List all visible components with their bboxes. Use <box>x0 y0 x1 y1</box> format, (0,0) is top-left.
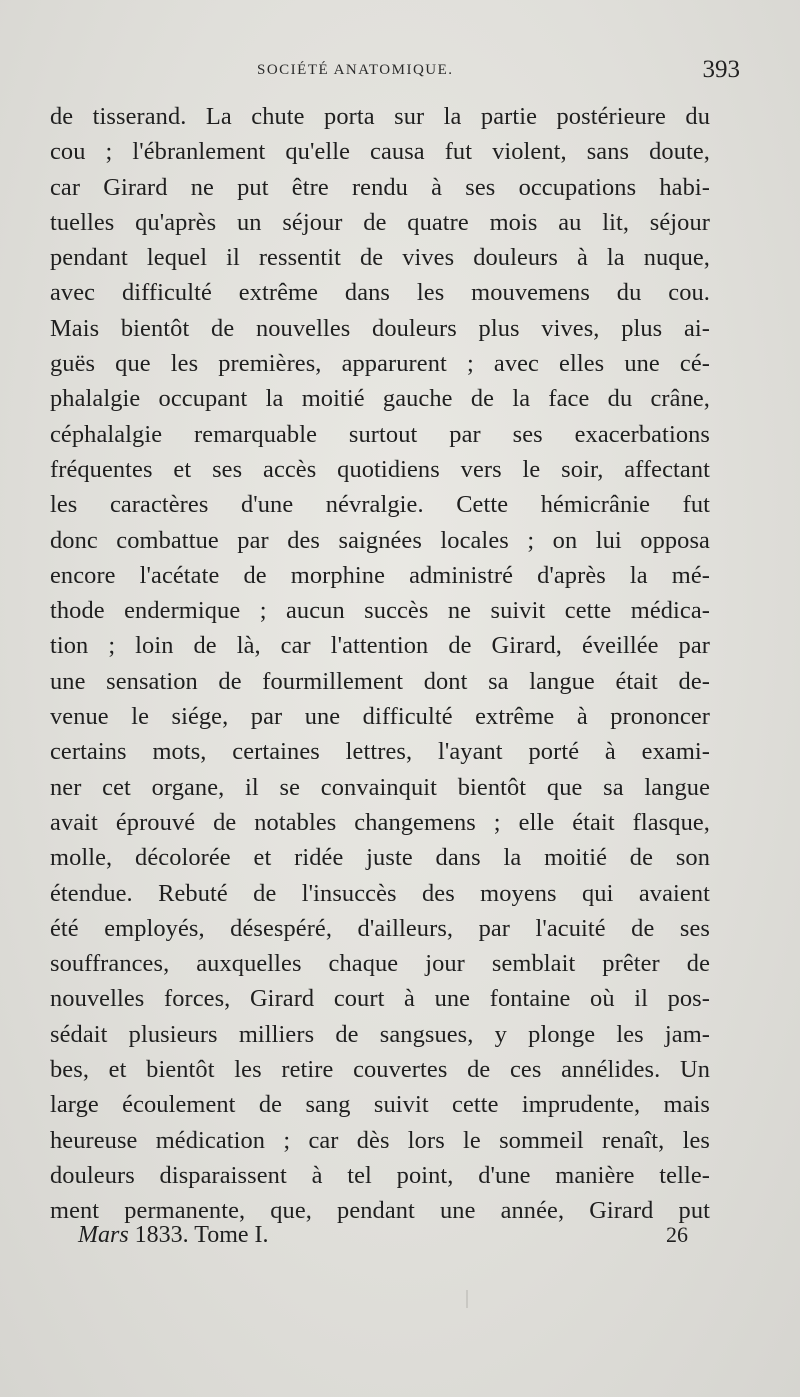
text-line: ner cet organe, il se convainquit bientôt que sa langue <box>50 773 710 801</box>
text-line: tion ; loin de là, car l'attention de Girard, éveillée par <box>50 632 710 660</box>
text-line: tuelles qu'après un séjour de quatre mois au lit, séjour <box>50 208 710 236</box>
text-line: céphalalgie remarquable surtout par ses exacerbations <box>50 420 710 448</box>
text-line: donc combattue par des saignées locales ; on lui opposa <box>50 526 710 554</box>
volume-year-tome: 1833. Tome I. <box>128 1222 269 1248</box>
text-line: heureuse médication ; car dès lors le sommeil renaît, les <box>50 1126 710 1154</box>
text-line: souffrances, auxquelles chaque jour semblait prêter de <box>50 950 710 978</box>
text-line: bes, et bientôt les retire couvertes de ces annélides. Un <box>50 1056 710 1084</box>
text-line: Mais bientôt de nouvelles douleurs plus vives, plus ai- <box>50 314 710 342</box>
text-line: une sensation de fourmillement dont sa langue était de- <box>50 667 710 695</box>
printer-signature-line <box>78 1222 688 1254</box>
text-line: étendue. Rebuté de l'insuccès des moyens qui avaient <box>50 879 710 907</box>
text-line: car Girard ne put être rendu à ses occupations habi- <box>50 173 710 201</box>
running-title: SOCIÉTÉ ANATOMIQUE. <box>257 62 454 78</box>
gathering-signature: 26 <box>666 1222 688 1247</box>
text-line: sédait plusieurs milliers de sangsues, y plonge les jam- <box>50 1020 710 1048</box>
text-line: nouvelles forces, Girard court à une fontaine où il pos- <box>50 985 710 1013</box>
text-line: été employés, désespéré, d'ailleurs, par l'acuité de ses <box>50 914 710 942</box>
text-line: de tisserand. La chute porta sur la partie postérieure du <box>50 103 710 130</box>
text-line: douleurs disparaissent à tel point, d'une manière telle- <box>50 1161 710 1189</box>
text-line: pendant lequel il ressentit de vives douleurs à la nuque, <box>50 244 710 272</box>
text-line: certains mots, certaines lettres, l'ayant porté à exami- <box>50 738 710 766</box>
text-line: encore l'acétate de morphine administré d'après la mé- <box>50 561 710 589</box>
text-line: les caractères d'une névralgie. Cette hémicrânie fut <box>50 491 710 519</box>
paper-mark <box>466 1290 468 1308</box>
text-line: guës que les premières, apparurent ; avec elles une cé- <box>50 350 710 378</box>
volume-mark <box>78 1222 269 1249</box>
text-line: cou ; l'ébranlement qu'elle causa fut violent, sans doute, <box>50 138 710 166</box>
running-header <box>50 58 740 88</box>
volume-month: Mars <box>78 1222 129 1248</box>
text-line: ment permanente, que, pendant une année, Girard put <box>50 1197 710 1225</box>
text-line: molle, décolorée et ridée juste dans la moitié de son <box>50 844 710 872</box>
page-number: 393 <box>702 56 740 83</box>
text-line: avec difficulté extrême dans les mouvemens du cou. <box>50 279 710 307</box>
text-line: thode endermique ; aucun succès ne suivit cette médica- <box>50 597 710 625</box>
text-line: phalalgie occupant la moitié gauche de la face du crâne, <box>50 385 710 413</box>
text-line: fréquentes et ses accès quotidiens vers le soir, affectant <box>50 455 710 483</box>
text-line: venue le siége, par une difficulté extrême à prononcer <box>50 703 710 731</box>
text-line: avait éprouvé de notables changemens ; elle était flasque, <box>50 808 710 836</box>
text-line: large écoulement de sang suivit cette imprudente, mais <box>50 1091 710 1119</box>
body-text <box>50 99 710 1229</box>
